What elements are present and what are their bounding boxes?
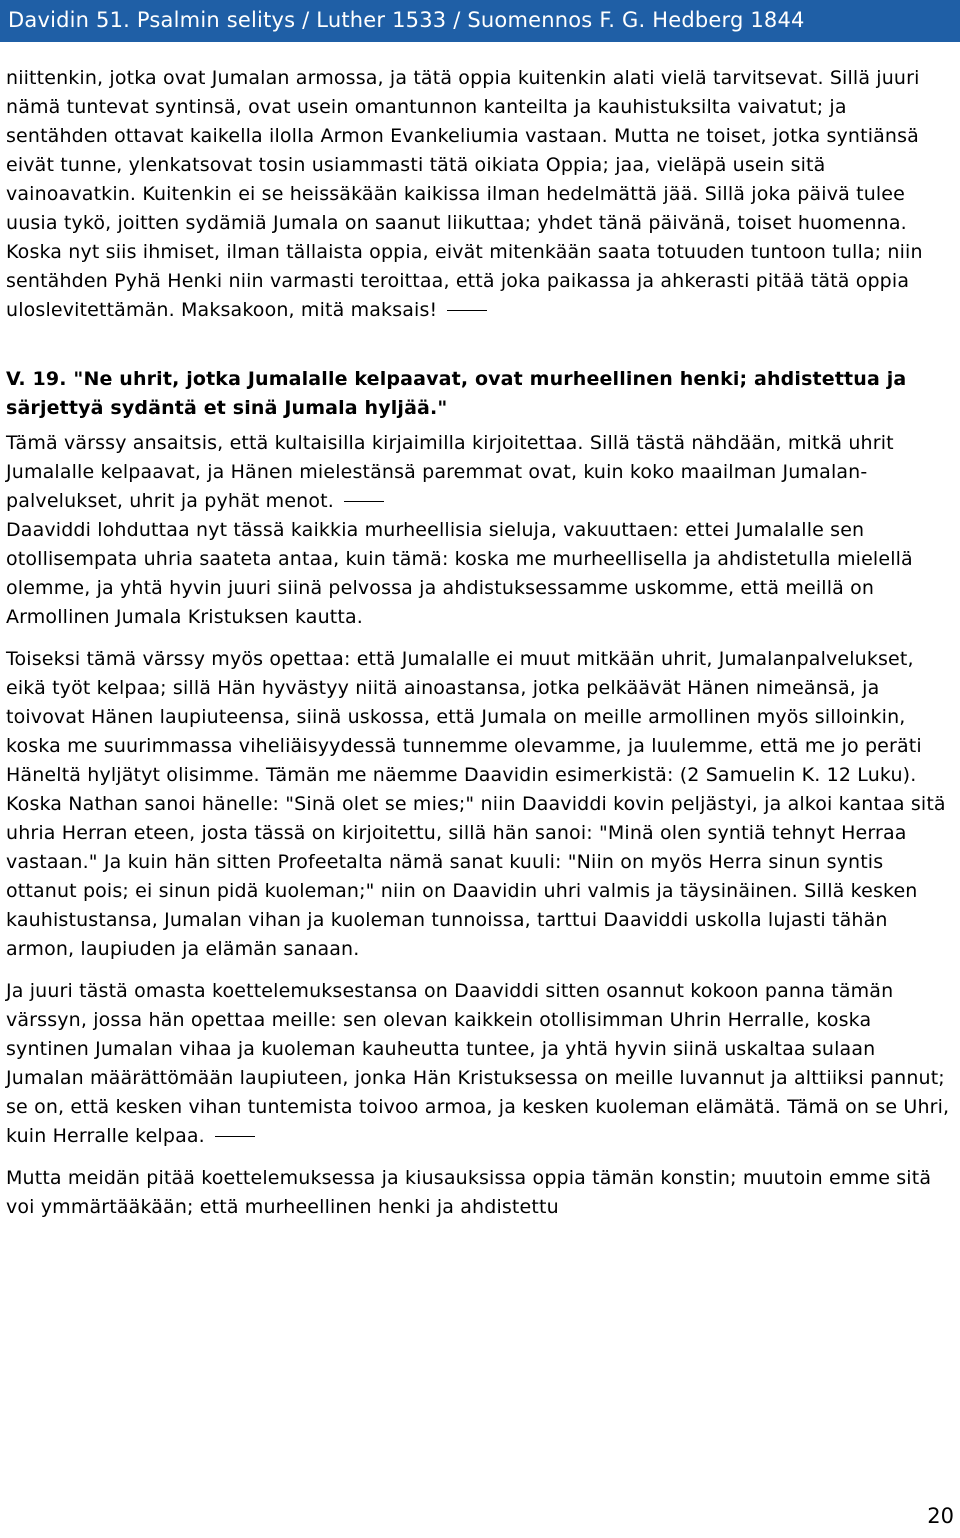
em-dash-rule bbox=[344, 501, 384, 502]
document-title: Davidin 51. Psalmin selitys / Luther 1533 / Suomennos F. G. Hedberg 1844 bbox=[8, 8, 805, 32]
paragraph-intro bbox=[6, 64, 954, 325]
document-body bbox=[6, 64, 954, 1235]
page-number: 20 bbox=[927, 1504, 954, 1528]
document-header bbox=[0, 0, 960, 42]
paragraph-comfort: Daaviddi lohduttaa nyt tässä kaikkia murheellisia sieluja, vakuuttaen: ettei Jumalalle sen otollisempata uhria saateta antaa, kuin tämä: koska me murheellisella ja ahdistetulla mielellä olemme, ja yhtä hyvin juuri siinä pelvossa ja ahdistuksessamme uskomme, että meillä on Armollinen Jumala Kristuksen kautta. bbox=[6, 519, 913, 628]
paragraph-second-lesson: Toiseksi tämä värssy myös opettaa: että Jumalalle ei muut mitkään uhrit, Jumalanpalvelukset, eikä työt kelpaa; sillä Hän hyvästyy niitä ainoastansa, jotka pelkäävät Hänen nimeänsä, ja toivovat Hänen laupiuteensa, siinä uskossa, että Jumala on meille armollinen myös silloinkin, koska me suurimmassa viheliäisyydessä tunnemme olevamme, ja luulemme, että me jo peräti Häneltä hyljätyt olisimme. Tämän me näemme Daavidin esimerkistä: (2 Samuelin K. 12 Luku). Koska Nathan sanoi hänelle: "Sinä olet se mies;" niin Daaviddi kovin peljästyi, ja alkoi kantaa sitä uhria Herran eteen, josta tässä on kirjoitettu, sillä hän sanoi: "Minä olen syntiä tehnyt Herraa vastaan." Ja kuin hän sitten Profeetalta nämä sanat kuuli: "Niin on myös Herra sinun syntis ottanut pois; ei sinun pidä kuoleman;" niin on Daavidin uhri valmis ja täysinäinen. Sillä kesken kauhistustansa, Jumalan vihan ja kuoleman tunnoissa, tarttui Daaviddi uskolla lujasti tähän armon, laupiuden ja elämän sanaan. bbox=[6, 648, 946, 960]
paragraph-verse-value bbox=[6, 429, 954, 516]
paragraph-own-trial bbox=[6, 977, 954, 1151]
verse-heading: V. 19. "Ne uhrit, jotka Jumalalle kelpaavat, ovat murheellinen henki; ahdistettua ja särjettyä sydäntä et sinä Jumala hyljää." bbox=[6, 368, 907, 419]
em-dash-rule bbox=[447, 310, 487, 311]
em-dash-rule bbox=[215, 1136, 255, 1137]
paragraph-verse-value-text: Tämä värssy ansaitsis, että kultaisilla kirjaimilla kirjoitettaa. Sillä tästä nähdään, mitkä uhrit Jumalalle kelpaavat, ja Hänen mielestänsä paremmat ovat, kuin koko maailman Jumalan-palvelukset, uhrit ja pyhät menot. bbox=[6, 432, 894, 512]
paragraph-intro-text: niittenkin, jotka ovat Jumalan armossa, ja tätä oppia kuitenkin alati vielä tarvitsevat. Sillä juuri nämä tuntevat syntinsä, ovat usein omantunnon kanteilta ja kauhistuksilta vaivatut; ja sentähden ottavat kaikella ilolla Armon Evankeliumia vastaan. Mutta ne toiset, jotka syntiänsä eivät tunne, ylenkatsovat tosin usiammasti tätä oikiata Oppia; jaa, vieläpä usein sitä vainoavatkin. Kuitenkin ei se heissäkään kaikissa ilman hedelmättä jää. Sillä joka päivä tulee uusia tykö, joitten sydämiä Jumala on saanut liikuttaa; yhdet tänä päivänä, toiset huomenna. Koska nyt siis ihmiset, ilman tällaista oppia, eivät mitenkään saata totuuden tuntoon tulla; niin sentähden Pyhä Henki niin varmasti teroittaa, että joka paikassa ja ahkerasti pitää tätä oppia uloslevitettämän. Maksakoon, mitä maksais! bbox=[6, 67, 923, 321]
paragraph-own-trial-text: Ja juuri tästä omasta koettelemuksestansa on Daaviddi sitten osannut kokoon panna tämän värssyn, jossa hän opettaa meille: sen olevan kaikkein otollisimman Uhrin Herralle, koska syntinen Jumalan vihaa ja kuoleman kauheutta tuntee, ja yhtä hyvin siinä uskaltaa sulaan Jumalan määrättömään laupiuteen, jonka Hän Kristuksessa on meille luvannut ja alttiiksi pannut; se on, että kesken vihan tuntemista toivoo armoa, ja kesken kuoleman elämätä. Tämä on se Uhri, kuin Herralle kelpaa. bbox=[6, 980, 950, 1147]
paragraph-closing: Mutta meidän pitää koettelemuksessa ja kiusauksissa oppia tämän konstin; muutoin emme sitä voi ymmärtääkään; että murheellinen henki ja ahdistettu bbox=[6, 1167, 932, 1218]
